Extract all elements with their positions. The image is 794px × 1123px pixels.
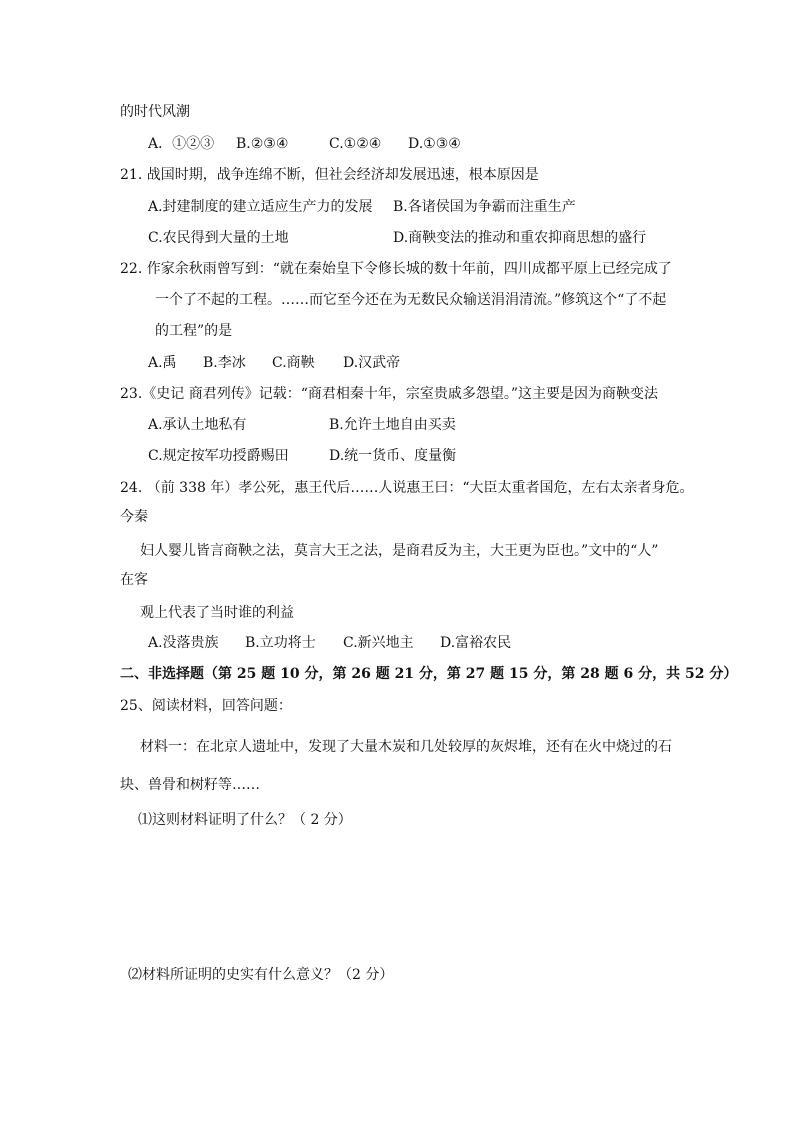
q24-option-a: A.没落贵族 [148,635,219,651]
question-22-stem-line2: 一个了不起的工程。……而它至今还在为无数民众输送涓涓清流。”修筑这个“了不起 [155,292,667,308]
q24-option-c: C.新兴地主 [343,635,414,651]
q21-option-b: B.各诸侯国为争霸而注重生产 [393,199,576,215]
q23-option-a: A.承认土地私有 [148,417,247,433]
q22-option-a: A.禹 [148,355,177,371]
q22-option-c: C.商鞅 [272,355,315,371]
q21-option-c: C.农民得到大量的土地 [148,230,289,246]
q23-option-d: D.统一货币、度量衡 [329,448,457,464]
question-23-stem: 23.《史记 商君列传》记载：“商君相秦十年，宗室贵戚多怨望。”这主要是因为商鞅变法 [120,386,659,402]
question-20-stem-tail: 的时代风潮 [120,104,190,120]
question-25-stem: 25、阅读材料，回答问题： [120,698,292,714]
q20-option-d: D.①③④ [408,136,461,152]
question-24-stem-line4: 在客 [120,572,148,588]
question-24-stem-line3: 妇人婴儿皆言商鞅之法，莫言大王之法，是商君反为主，大王更为臣也。”文中的“人” [140,543,659,559]
q21-option-a: A.封建制度的建立适应生产力的发展 [148,199,373,215]
q23-option-b: B.允许土地自由买卖 [329,417,456,433]
question-24-stem-line2: 今秦 [120,509,148,525]
question-22-stem-line3: 的工程”的是 [155,323,233,339]
question-24-stem-line1: 24. （前 338 年）孝公死，惠王代后……人说惠王曰：“大臣太重者国危，左右太亲者身危。 [120,480,694,496]
q24-option-d: D.富裕农民 [440,635,512,651]
q24-option-b: B.立功将士 [245,635,316,651]
question-25-subquestion-2: ⑵材料所证明的史实有什么意义？（2 分） [128,967,394,983]
q23-option-c: C.规定按军功授爵赐田 [148,448,289,464]
q22-option-b: B.李冰 [203,355,246,371]
q20-option-a: A．①②③ [148,136,215,152]
question-25-subquestion-1: ⑴这则材料证明了什么？（ 2 分） [138,812,352,828]
question-24-stem-line5: 观上代表了当时谁的利益 [140,605,294,621]
q20-option-c: C.①②④ [329,136,382,152]
q21-option-d: D.商鞅变法的推动和重农抑商思想的盛行 [393,230,647,246]
question-25-material-line2: 块、兽骨和树籽等…… [120,777,260,793]
question-22-stem-line1: 22. 作家余秋雨曾写到：“就在秦始皇下令修长城的数十年前，四川成都平原上已经完成了 [120,261,672,277]
question-25-material-line1: 材料一：在北京人遗址中，发现了大量木炭和几处较厚的灰烬堆，还有在火中烧过的石 [140,739,672,755]
q20-option-b: B.②③④ [236,136,289,152]
q22-option-d: D.汉武帝 [343,355,401,371]
section-2-heading: 二、非选择题（第 25 题 10 分，第 26 题 21 分，第 27 题 15 分，第 28 题 6 分，共 52 分） [120,666,738,682]
question-21-stem: 21. 战国时期，战争连绵不断，但社会经济却发展迅速，根本原因是 [120,167,539,183]
